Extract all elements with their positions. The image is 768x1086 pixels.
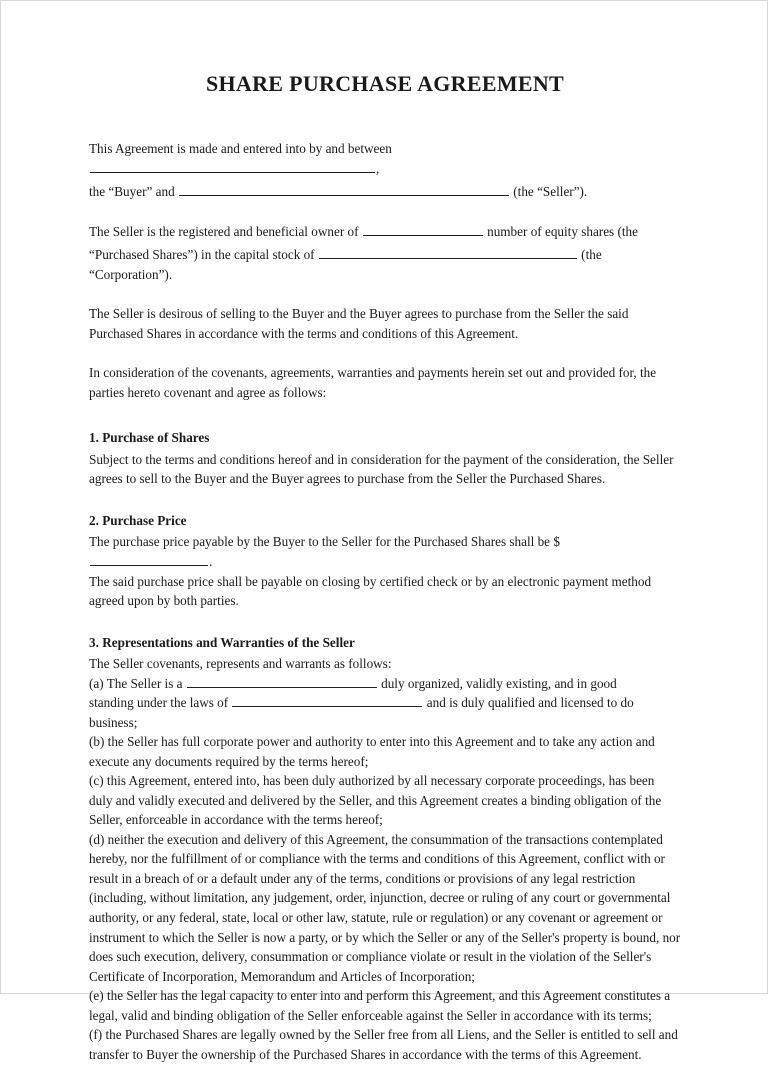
section-2-price-text: The purchase price payable by the Buyer to the Seller for the Purchased Shares shall be $ bbox=[89, 534, 560, 550]
governing-law-blank[interactable] bbox=[232, 694, 422, 708]
owner-text-b: number of equity shares (the bbox=[487, 223, 638, 239]
section-3-item-a-line2 bbox=[89, 693, 681, 732]
section-3-item-e: (e) the Seller has the legal capacity to enter into and perform this Agreement, and this Agreement constitutes a legal, valid and binding obligation of the Seller enforceable against the Seller in accordance with its terms; bbox=[89, 988, 671, 1023]
item-a-text-4: and is duly qualified and licensed to do business; bbox=[89, 695, 634, 730]
section-3-item-a-line1 bbox=[89, 674, 681, 694]
section-1-heading: 1. Purchase of Shares bbox=[89, 430, 210, 446]
seller-name-blank[interactable] bbox=[179, 183, 509, 197]
intro-line-1 bbox=[89, 139, 681, 178]
section-1-body: Subject to the terms and conditions hereof and in consideration for the payment of the consideration, the Seller agrees to sell to the Buyer and the Buyer agrees to purchase from the Seller the Purchased Shares. bbox=[89, 451, 674, 487]
section-2-price-line bbox=[89, 532, 681, 571]
section-3-item-c: (c) this Agreement, entered into, has been duly authorized by all necessary corporate proceedings, has been duly and validly executed and delivered by the Seller, and this Agreement creates a binding obligation of the Seller, enforceable in accordance with the terms hereof; bbox=[89, 773, 662, 828]
intro-text-1: This Agreement is made and entered into by and between bbox=[89, 141, 392, 156]
section-3-item-f: (f) the Purchased Shares are legally owned by the Seller free from all Liens, and the Seller is entitled to sell and transfer to Buyer the ownership of the Purchased Shares in accordance with the terms of this Agreement. bbox=[89, 1027, 678, 1062]
section-2-price-period: . bbox=[209, 553, 213, 569]
intro-line-2 bbox=[89, 182, 681, 202]
seller-entity-type-blank[interactable] bbox=[187, 674, 377, 688]
intro-text-2b: (the “Seller”). bbox=[513, 184, 588, 200]
page-title: SHARE PURCHASE AGREEMENT bbox=[205, 71, 565, 96]
item-a-text-2: duly organized, validly existing, and in good bbox=[381, 675, 617, 691]
item-a-text-1: (a) The Seller is a bbox=[89, 675, 183, 691]
intro-text-2: the “Buyer” and bbox=[89, 184, 175, 200]
owner-text-c: “Purchased Shares”) in the capital stock of bbox=[89, 247, 315, 263]
corporation-name-blank[interactable] bbox=[319, 246, 577, 260]
purchase-price-blank[interactable] bbox=[90, 552, 208, 566]
section-representations-warranties bbox=[89, 633, 681, 1065]
owner-text-d: (the “Corporation”). bbox=[89, 247, 602, 282]
section-3-item-d: (d) neither the execution and delivery of this Agreement, the consummation of the transactions contemplated hereby, nor the fulfillment of or compliance with the terms and conditions of this Agreement, conflict with or result in a breach of or a default under any of the terms, conditions or provisions of any legal restriction (including, without limitation, any judgement, order, injunction, decree or ruling of any court or governmental authority, or any federal, state, local or other law, statute, rule or regulation) or any covenant or agreement or instrument to which the Seller is now a party, or by which the Seller or any of the Seller's property is bound, nor does such execution, delivery, consummation or compliance violate or result in the violation of the Seller's Certificate of Incorporation, Memorandum and Articles of Incorporation; bbox=[89, 831, 681, 984]
owner-line-2 bbox=[89, 245, 681, 284]
item-a-text-3: standing under the laws of bbox=[89, 695, 229, 711]
share-count-blank[interactable] bbox=[363, 222, 483, 236]
section-purchase-of-shares bbox=[89, 428, 681, 489]
section-3-lead: The Seller covenants, represents and warrants as follows: bbox=[89, 656, 392, 672]
desirous-paragraph: The Seller is desirous of selling to the Buyer and the Buyer agrees to purchase from the Seller the said Purchased Shares in accordance with the terms and conditions of this Agreement. bbox=[89, 306, 629, 341]
section-2-body: The said purchase price shall be payable on closing by certified check or by an electronic payment method agreed upon by both parties. bbox=[89, 573, 652, 609]
section-3-heading: 3. Representations and Warranties of the Seller bbox=[89, 634, 355, 650]
consideration-paragraph: In consideration of the covenants, agreements, warranties and payments herein set out and provided for, the parties hereto covenant and agree as follows: bbox=[89, 365, 657, 400]
section-purchase-price bbox=[89, 511, 681, 611]
owner-text-a: The Seller is the registered and beneficial owner of bbox=[89, 223, 359, 239]
section-3-item-b: (b) the Seller has full corporate power and authority to enter into this Agreement and to take any action and execute any documents required by the terms hereof; bbox=[89, 734, 655, 769]
intro-text-1b: , bbox=[376, 160, 380, 176]
owner-line-1 bbox=[89, 222, 681, 242]
document-body bbox=[89, 71, 681, 1086]
buyer-name-blank[interactable] bbox=[90, 159, 375, 173]
section-2-heading: 2. Purchase Price bbox=[89, 512, 187, 528]
